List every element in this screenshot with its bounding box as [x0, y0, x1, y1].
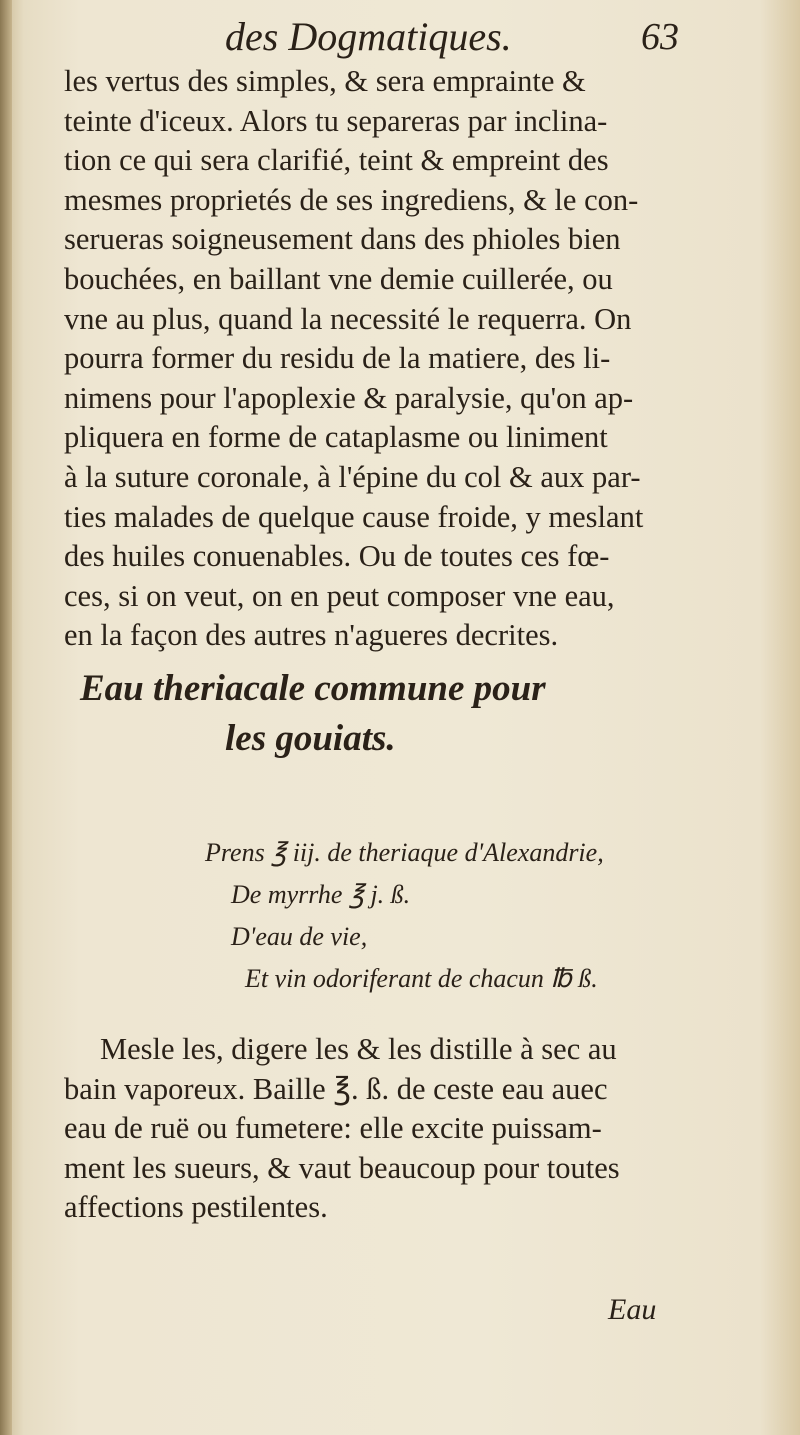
- running-head: [225, 12, 685, 62]
- section-heading: [80, 664, 700, 764]
- recipe-line: De myrrhe ℥ j. ß.: [231, 880, 411, 909]
- text-line: ties malades de quelque cause froide, y meslant: [64, 499, 644, 534]
- text-line: Mesle les, digere les & les distille à sec au: [100, 1032, 617, 1066]
- text-line: affections pestilentes.: [64, 1190, 328, 1225]
- text-line: des huiles conuenables. Ou de toutes ces fœ-: [64, 539, 610, 574]
- heading-line: Eau theriacale commune pour: [80, 668, 546, 709]
- text-line: nimens pour l'apoplexie & paralysie, qu'on ap-: [64, 380, 634, 415]
- text-line: vne au plus, quand la necessité le requerra. On: [64, 301, 632, 336]
- page-number: 63: [641, 16, 679, 58]
- recipe-line: Prens ℥ iij. de theriaque d'Alexandrie,: [205, 838, 604, 867]
- text-line: à la suture coronale, à l'épine du col & aux par-: [64, 459, 641, 494]
- recipe-line: D'eau de vie,: [231, 922, 368, 951]
- paragraph-1: [64, 62, 684, 656]
- catchword: Eau: [608, 1293, 657, 1326]
- text-line: eau de ruë ou fumetere: elle excite puissam-: [64, 1111, 602, 1146]
- text-line: bouchées, en baillant vne demie cuillerée, ou: [64, 261, 613, 296]
- text-line: pourra former du residu de la matiere, des li-: [64, 341, 611, 376]
- text-line: ment les sueurs, & vaut beaucoup pour toutes: [64, 1150, 620, 1185]
- text-line: bain vaporeux. Baille ℥. ß. de ceste eau auec: [64, 1071, 608, 1106]
- text-line: mesmes proprietés de ses ingrediens, & le con-: [64, 182, 639, 217]
- text-line: tion ce qui sera clarifié, teint & empreint des: [64, 143, 609, 178]
- paragraph-2: [64, 1030, 684, 1228]
- heading-line: les gouiats.: [225, 718, 396, 759]
- text-line: en la façon des autres n'agueres decrites.: [64, 618, 559, 653]
- page-gutter: [0, 0, 12, 1435]
- text-line: pliquera en forme de cataplasme ou liniment: [64, 420, 608, 455]
- text-line: ces, si on veut, on en peut composer vne eau,: [64, 578, 615, 613]
- running-title: des Dogmatiques.: [225, 14, 512, 59]
- text-line: les vertus des simples, & sera emprainte &: [64, 64, 586, 98]
- recipe-block: [205, 832, 685, 1000]
- text-line: serueras soigneusement dans des phioles bien: [64, 222, 621, 257]
- recipe-line: Et vin odoriferant de chacun ℔ ß.: [245, 964, 598, 993]
- text-line: teinte d'iceux. Alors tu separeras par inclina-: [64, 103, 608, 138]
